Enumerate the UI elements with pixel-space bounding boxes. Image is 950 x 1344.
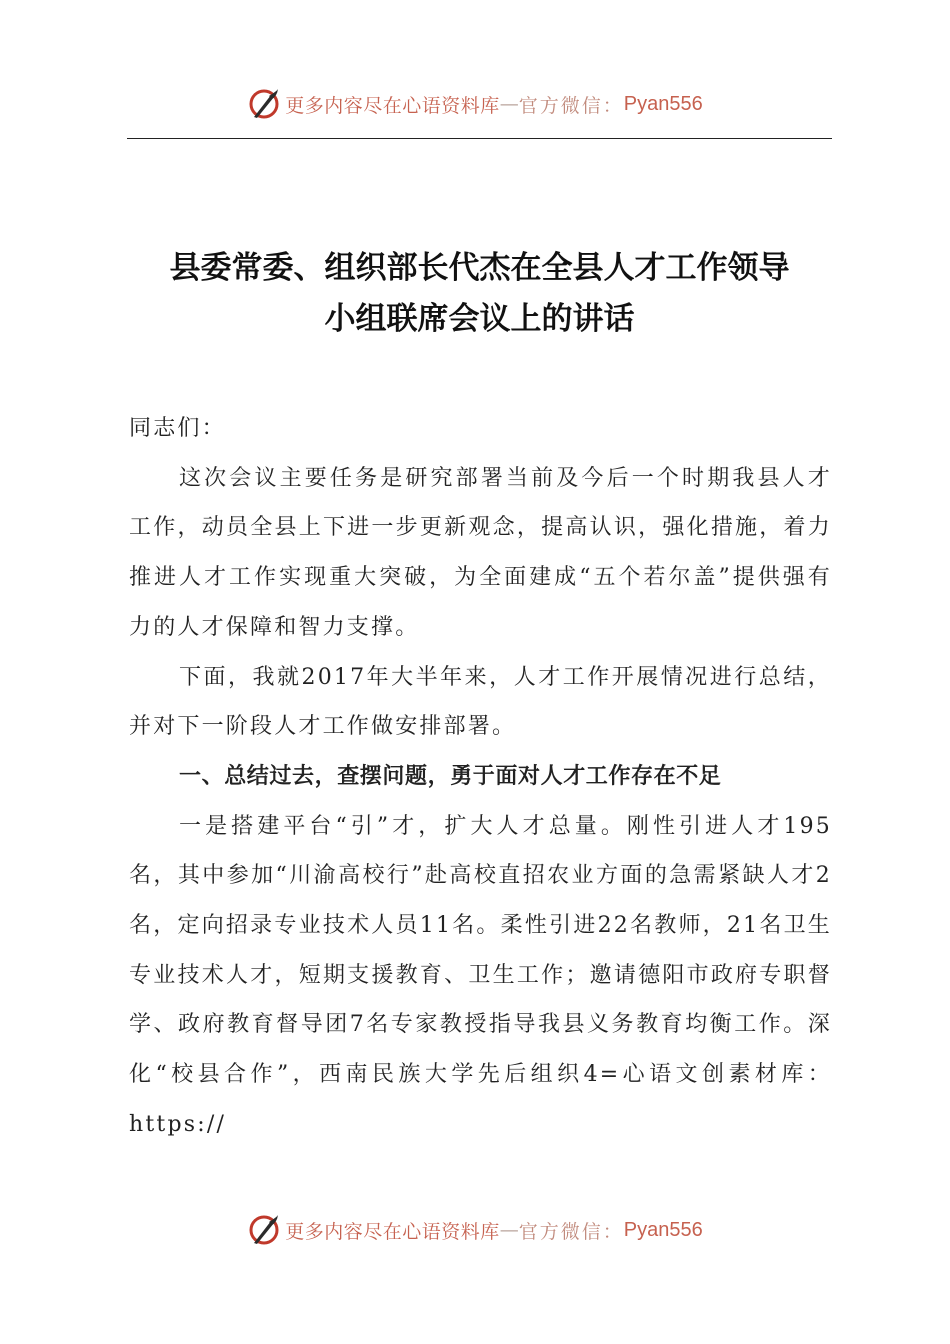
section-heading-1: 一、总结过去，查摆问题，勇于面对人才工作存在不足 <box>179 763 722 789</box>
quill-logo-icon <box>247 1213 281 1247</box>
title-line-2: 小组联席会议上的讲话 <box>324 301 635 337</box>
title-line-1: 县委常委、组织部长代杰在全县人才工作领导 <box>169 250 790 286</box>
paragraph-3: 一是搭建平台“引”才，扩大人才总量。刚性引进人才195名，其中参加“川渝高校行”赴高校直招农业方面的急需紧缺人才2名，定向招录专业技术人员11名。柔性引进22名教师，21名卫生专业技术人才，短期支援教育、卫生工作；邀请德阳市政府专职督学、政府教育督导团7名专家教授指导我县义务教育均衡工作。深化“校县合作”，西南民族大学先后组织4=心语文创素材库：https:// <box>129 813 832 1137</box>
quill-logo-icon <box>247 87 281 121</box>
brand-separator: — <box>499 93 519 115</box>
wechat-label: 官方微信： <box>518 94 624 117</box>
brand-separator: — <box>499 1219 519 1241</box>
wechat-label: 官方微信： <box>518 1220 624 1243</box>
brand-text: 更多内容尽在心语资料库 <box>285 1220 500 1243</box>
salutation: 同志们： <box>129 416 226 441</box>
paragraph-1: 这次会议主要任务是研究部署当前及今后一个时期我县人才工作，动员全县上下进一步更新观念，提高认识，强化措施，着力推进人才工作实现重大突破，为全面建成“五个若尔盖”提供强有力的人才保障和智力支撑。 <box>129 465 832 640</box>
brand-text: 更多内容尽在心语资料库 <box>285 94 500 117</box>
paragraph-2: 下面，我就2017年大半年来，人才工作开展情况进行总结，并对下一阶段人才工作做安排部署。 <box>129 664 832 740</box>
document-title <box>127 243 832 345</box>
document-body <box>129 404 832 1150</box>
header-watermark <box>0 84 950 124</box>
wechat-id: Pyan556 <box>623 92 703 115</box>
wechat-id: Pyan556 <box>623 1218 703 1241</box>
header-divider <box>127 138 832 139</box>
footer-watermark <box>0 1210 950 1250</box>
